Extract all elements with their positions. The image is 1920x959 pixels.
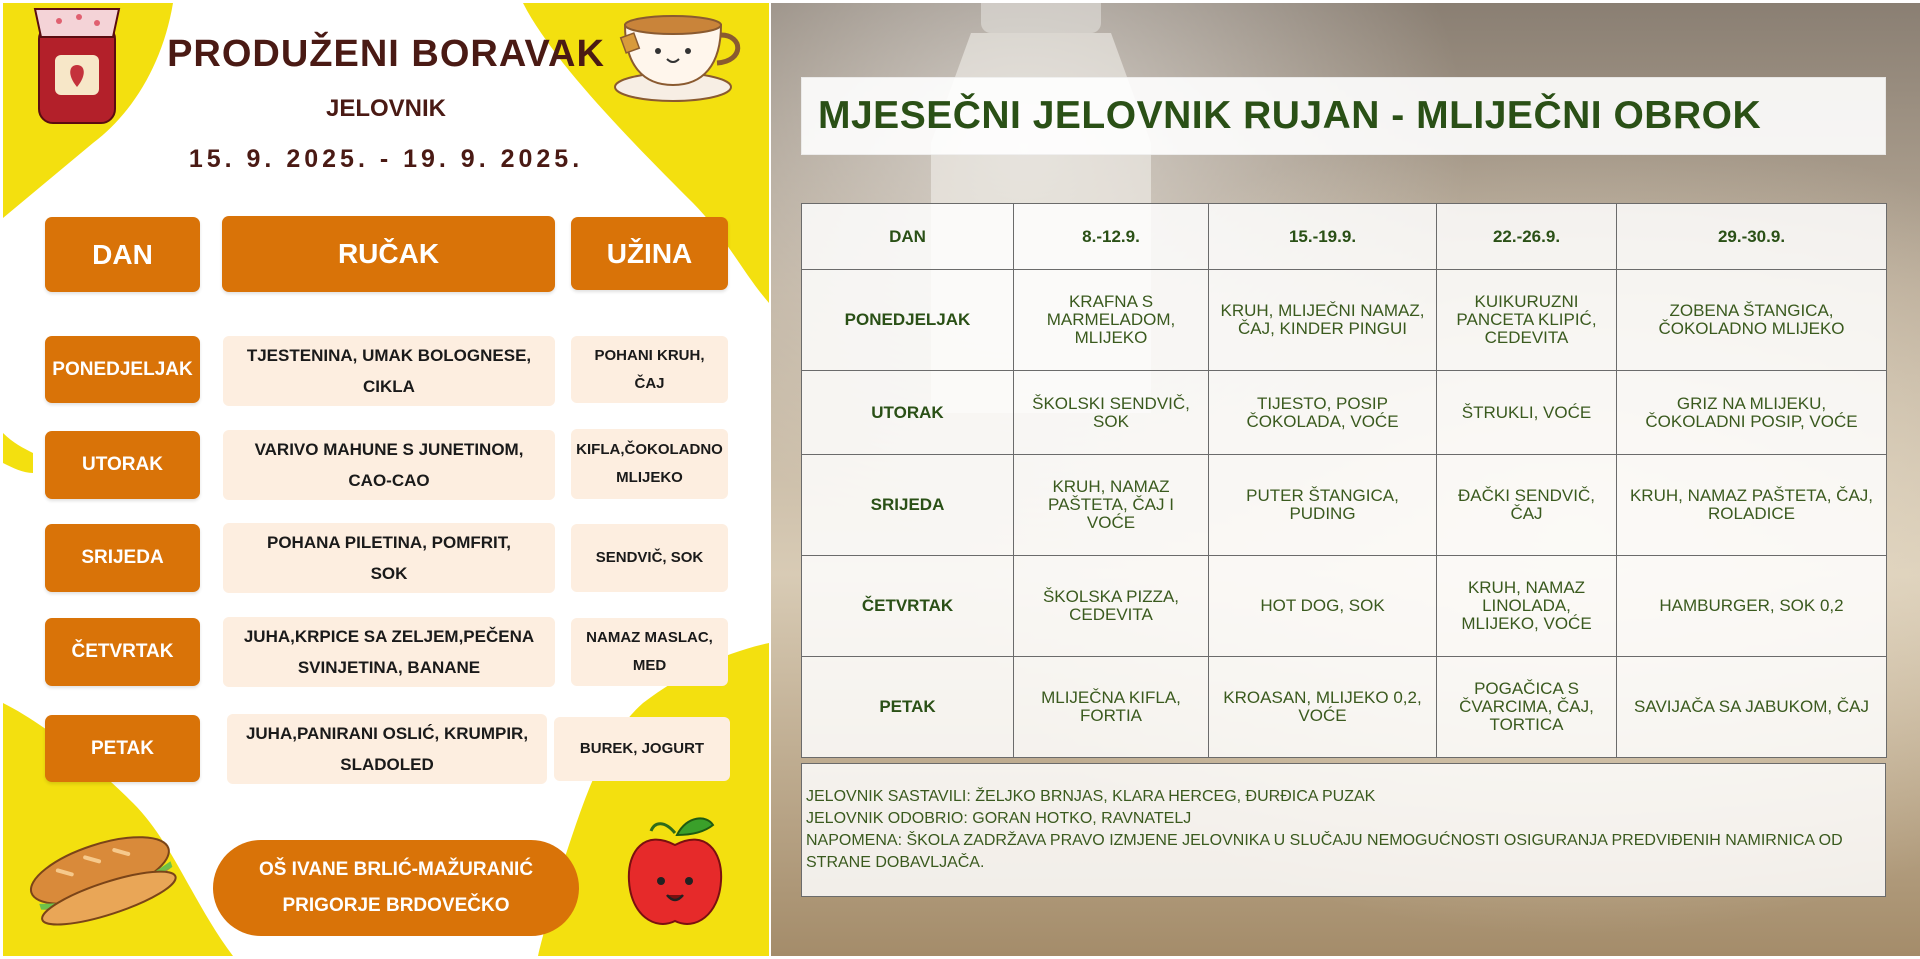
snack-wednesday [571,524,728,592]
snack-monday-line1: POHANI KRUH, [594,346,705,364]
school-name-line1: OŠ IVANE BRLIĆ-MAŽURANIĆ [258,859,534,880]
table-cell: ŠKOLSKA PIZZA, CEDEVITA [1014,556,1209,657]
table-cell: ZOBENA ŠTANGICA, ČOKOLADNO MLIJEKO [1617,270,1887,371]
day-wednesday: SRIJEDA [45,524,200,592]
lunch-tuesday [223,430,555,500]
right-menu-poster [771,3,1920,956]
table-header-week1: 8.-12.9. [1014,204,1209,270]
lunch-monday-line1: TJESTENINA, UMAK BOLOGNESE, [246,346,532,365]
table-cell: KRAFNA S MARMELADOM, MLIJEKO [1014,270,1209,371]
table-cell: KRUH, NAMAZ PAŠTETA, ČAJ I VOĆE [1014,455,1209,556]
lunch-friday-line1: JUHA,PANIRANI OSLIĆ, KRUMPIR, [245,724,529,743]
table-cell: KROASAN, MLIJEKO 0,2, VOĆE [1209,657,1437,758]
table-header-week2: 15.-19.9. [1209,204,1437,270]
lunch-wednesday-line2: SOK [370,564,408,583]
snack-wednesday-line1: SENDVIČ, SOK [595,549,704,566]
table-cell: TIJESTO, POSIP ČOKOLADA, VOĆE [1209,371,1437,455]
lunch-tuesday-line2: CAO-CAO [348,471,430,490]
day-monday: PONEDJELJAK [45,336,200,403]
table-row [802,371,1887,455]
lunch-thursday-line1: JUHA,KRPICE SA ZELJEM,PEČENA [243,627,535,646]
monthly-menu-title-text: MJESEČNI JELOVNIK RUJAN - MLIJEČNI OBROK [818,94,1762,137]
snack-tuesday-line2: MLIJEKO [616,469,683,486]
lunch-monday [223,336,555,406]
table-cell: PUTER ŠTANGICA, PUDING [1209,455,1437,556]
lunch-thursday [223,617,555,687]
school-name-line2: PRIGORJE BRDOVEČKO [282,895,510,916]
lunch-tuesday-line1: VARIVO MAHUNE S JUNETINOM, [254,440,524,459]
table-cell: ŠKOLSKI SENDVIČ, SOK [1014,371,1209,455]
table-header-day: DAN [802,204,1014,270]
table-cell: SAVIJAČA SA JABUKOM, ČAJ [1617,657,1887,758]
day-tuesday: UTORAK [45,431,200,499]
header-day: DAN [45,217,200,292]
table-cell-day: SRIJEDA [802,455,1014,556]
snack-thursday [571,618,728,686]
snack-friday [554,717,730,781]
table-row [802,556,1887,657]
lunch-wednesday-line1: POHANA PILETINA, POMFRIT, [267,533,511,552]
table-cell: HOT DOG, SOK [1209,556,1437,657]
poster-dates: 15. 9. 2025. - 19. 9. 2025. [188,145,584,173]
poster-title: PRODUŽENI BORAVAK [167,33,605,75]
table-cell-day: UTORAK [802,371,1014,455]
lunch-wednesday [223,523,555,593]
day-friday: PETAK [45,715,200,782]
table-header-week3: 22.-26.9. [1437,204,1617,270]
menu-notes [801,763,1886,897]
sandwich-icon [23,825,183,935]
snack-tuesday-line1: KIFLA,ČOKOLADNO [576,441,723,458]
monthly-menu-title [801,77,1886,155]
table-cell: POGAČICA S ČVARCIMA, ČAJ, TORTICA [1437,657,1617,758]
apple-icon [625,811,725,933]
snack-monday-line2: ČAJ [634,374,665,392]
left-menu-poster [3,3,769,956]
notes-remark-line2: STRANE DOBAVLJAČA. [806,854,985,871]
school-name-badge [213,840,579,936]
lunch-friday [227,714,547,784]
lunch-monday-line2: CIKLA [363,377,415,396]
table-cell-day: PETAK [802,657,1014,758]
table-cell: ĐAČKI SENDVIČ, ČAJ [1437,455,1617,556]
table-cell: KRUH, NAMAZ LINOLADA, MLIJEKO, VOĆE [1437,556,1617,657]
table-cell: KRUH, MLIJEČNI NAMAZ, ČAJ, KINDER PINGUI [1209,270,1437,371]
header-snack: UŽINA [571,217,728,290]
snack-friday-line1: BUREK, JOGURT [579,740,705,757]
lunch-thursday-line2: SVINJETINA, BANANE [297,658,481,677]
snack-thursday-line1: NAMAZ MASLAC, [586,629,713,646]
table-row [802,270,1887,371]
monthly-menu-table [801,203,1887,758]
notes-approved-by: JELOVNIK ODOBRIO: GORAN HOTKO, RAVNATELJ [806,810,1192,827]
day-thursday: ČETVRTAK [45,618,200,686]
table-header-week4: 29.-30.9. [1617,204,1887,270]
snack-thursday-line2: MED [632,657,667,674]
notes-compiled-by: JELOVNIK SASTAVILI: ŽELJKO BRNJAS, KLARA HERCEG, ĐURĐICA PUZAK [806,788,1376,805]
snack-monday [571,336,728,403]
table-header-row [802,204,1887,270]
table-row [802,657,1887,758]
snack-tuesday [571,429,728,499]
notes-remark-line1: NAPOMENA: ŠKOLA ZADRŽAVA PRAVO IZMJENE JELOVNIKA U SLUČAJU NEMOGUĆNOSTI OSIGURANJA PREDVIĐENIH NAMIRNICA OD [806,832,1843,849]
lunch-friday-line2: SLADOLED [340,755,434,774]
table-cell: KUIKURUZNI PANCETA KLIPIĆ, CEDEVITA [1437,270,1617,371]
header-lunch: RUČAK [222,216,555,292]
table-row [802,455,1887,556]
table-cell: MLIJEČNA KIFLA, FORTIA [1014,657,1209,758]
table-cell: GRIZ NA MLIJEKU, ČOKOLADNI POSIP, VOĆE [1617,371,1887,455]
table-cell: ŠTRUKLI, VOĆE [1437,371,1617,455]
poster-subtitle: JELOVNIK [325,95,447,122]
table-cell: HAMBURGER, SOK 0,2 [1617,556,1887,657]
table-cell: KRUH, NAMAZ PAŠTETA, ČAJ, ROLADICE [1617,455,1887,556]
table-cell-day: ČETVRTAK [802,556,1014,657]
table-cell-day: PONEDJELJAK [802,270,1014,371]
